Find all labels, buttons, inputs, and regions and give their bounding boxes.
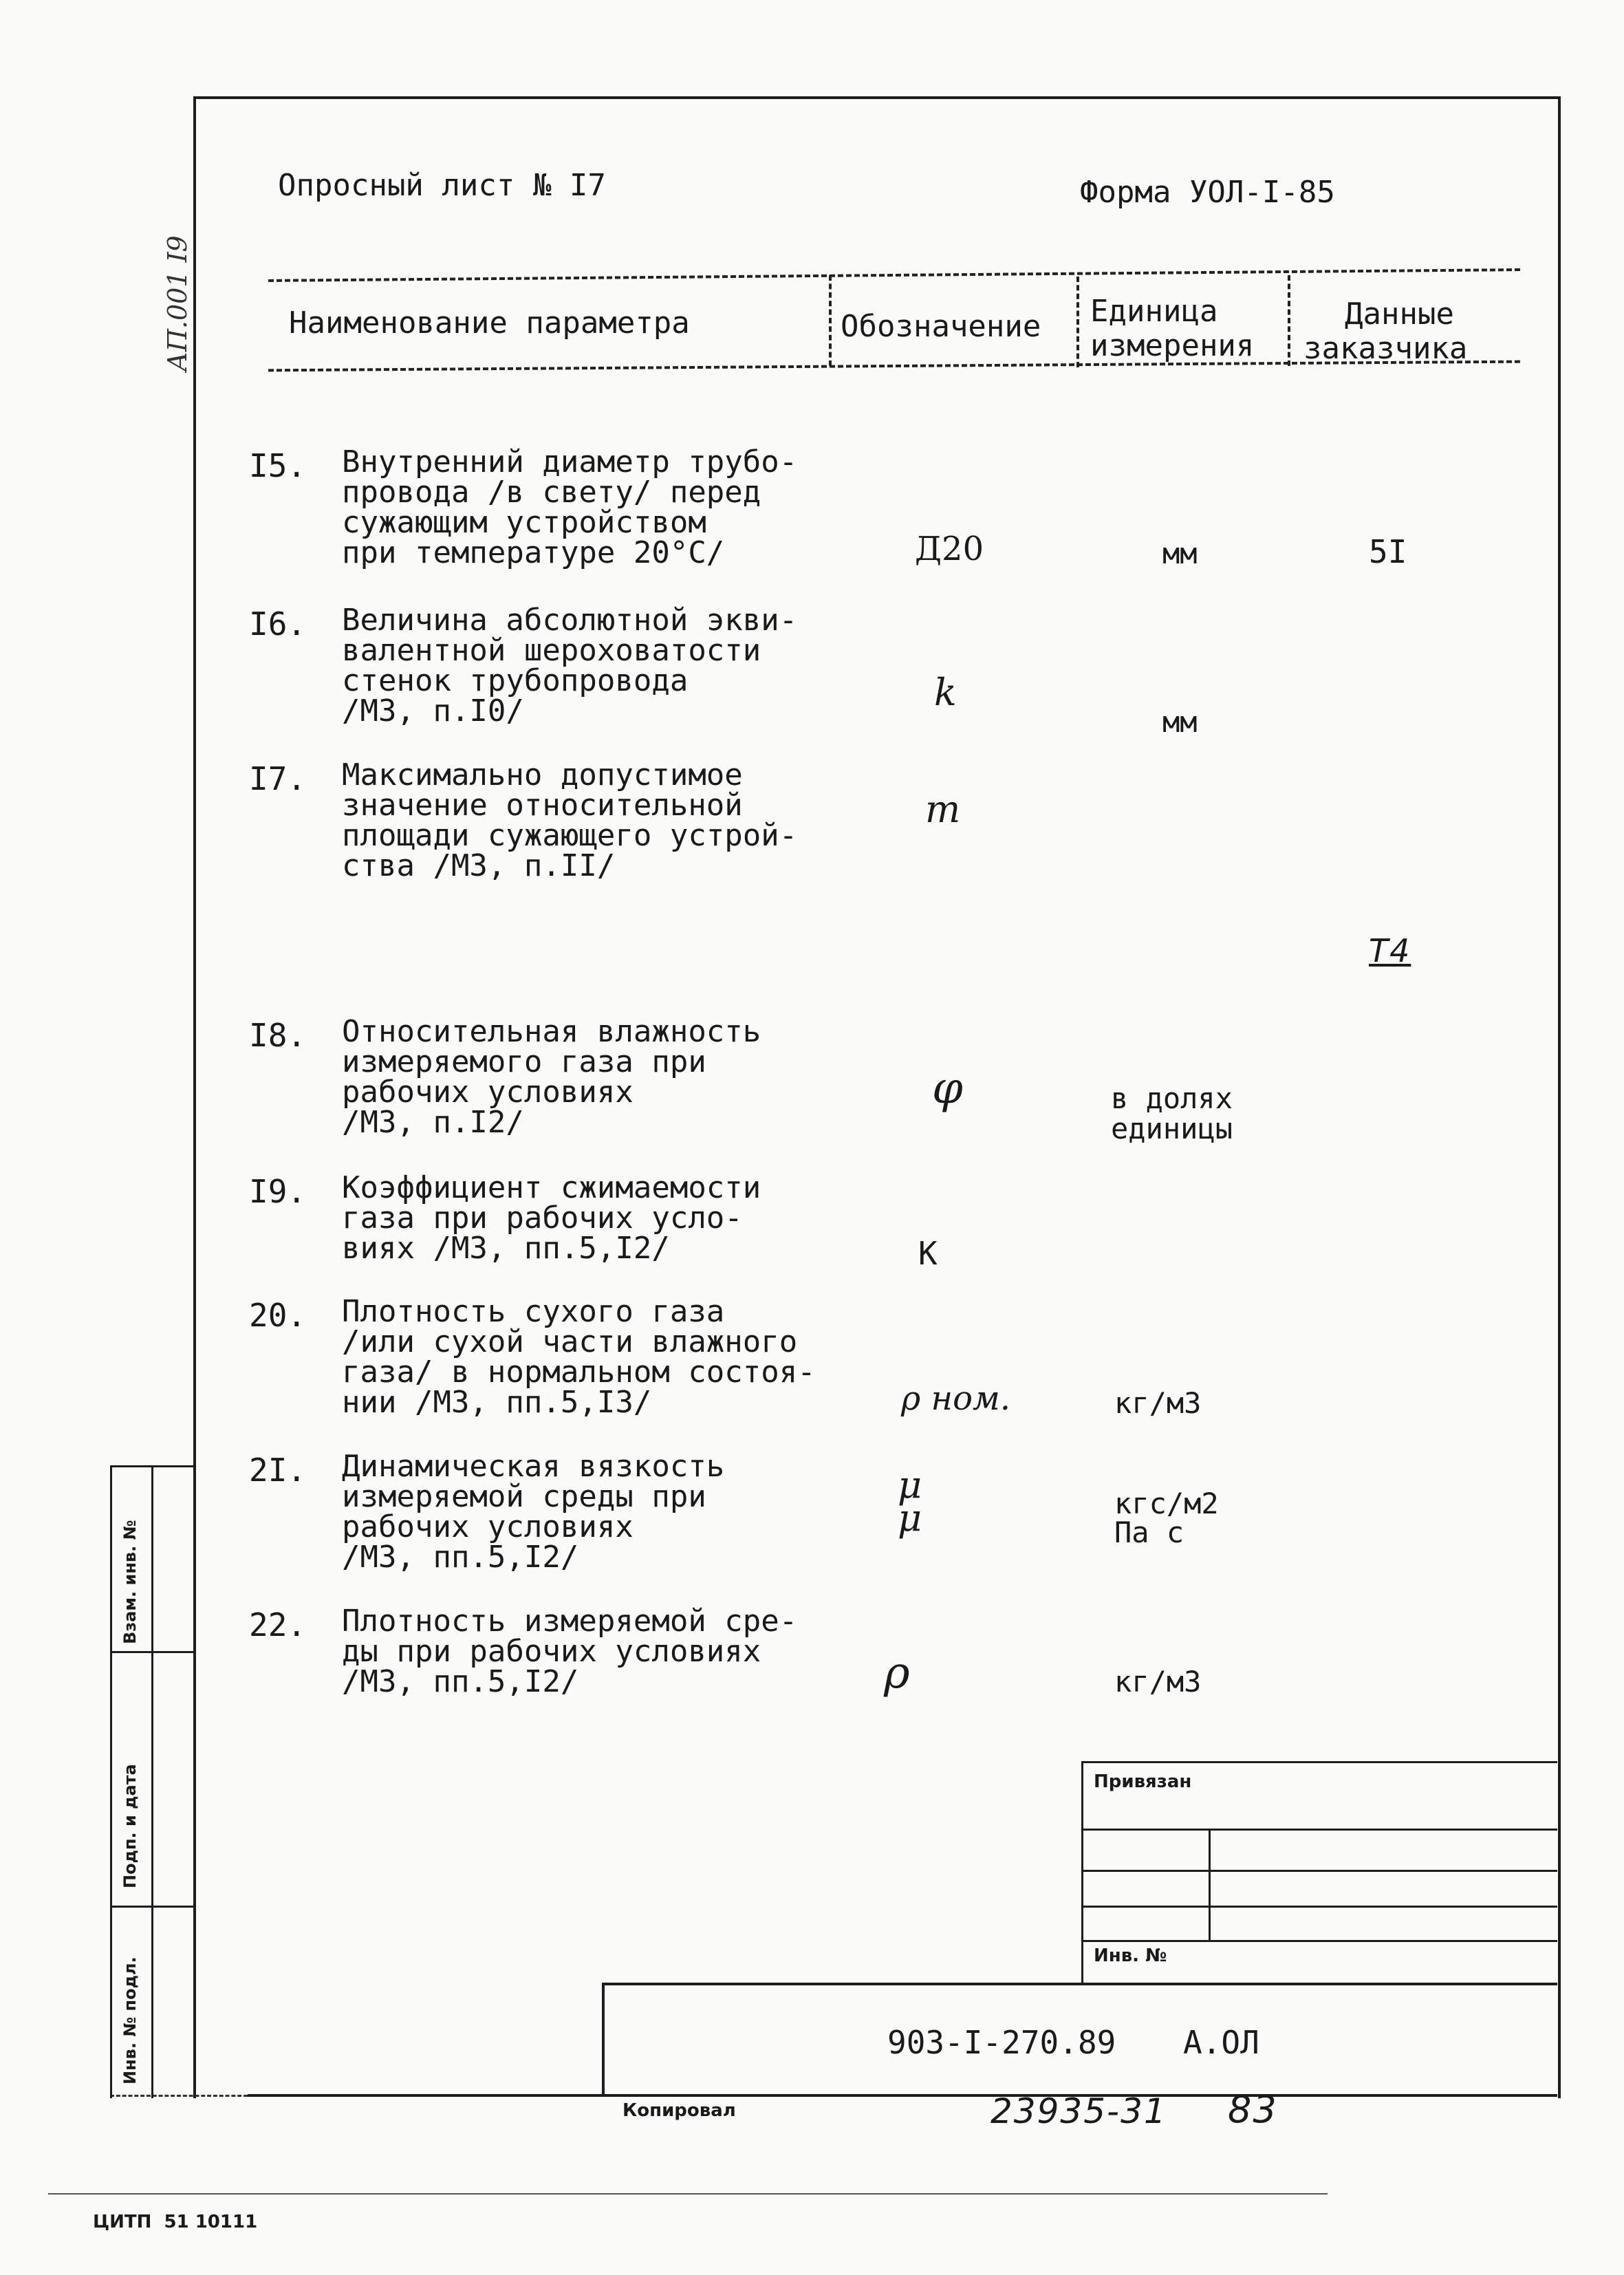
item-text-line: Плотность измеряемой сре- bbox=[342, 1604, 798, 1639]
unit-viscosity: кгс/м2 Па с bbox=[1114, 1487, 1219, 1549]
stamp-rule-4 bbox=[1081, 1940, 1557, 1942]
item-text-line: газа при рабочих усло- bbox=[342, 1200, 743, 1236]
stamp-inner-divider bbox=[1209, 1829, 1211, 1940]
item-text-line: измеряемой среды при bbox=[342, 1479, 706, 1514]
item-number: I9. bbox=[249, 1173, 307, 1210]
side-stamp-top-rule bbox=[110, 1465, 195, 1467]
bottom-rule-left bbox=[110, 2095, 248, 2097]
stamp-inv-label: Инв. № bbox=[1094, 1945, 1167, 1966]
footer-print-code: ЦИТП 51 10111 bbox=[93, 2212, 258, 2232]
side-stamp-left-rule bbox=[110, 1465, 112, 2098]
side-stamp-inv: Инв. № подл. bbox=[120, 1956, 140, 2084]
side-stamp-mid-rule bbox=[151, 1465, 153, 2098]
item-number: I7. bbox=[249, 760, 307, 797]
item-text-line: Величина абсолютной экви- bbox=[342, 603, 798, 638]
item-text-line: рабочих условиях bbox=[342, 1509, 634, 1544]
col-header-param: Наименование параметра bbox=[289, 305, 690, 341]
symbol-rho: ρ bbox=[884, 1648, 910, 1699]
item-text-line: Коэффициент сжимаемости bbox=[342, 1170, 761, 1205]
item-text-line: /М3, пп.5,I2/ bbox=[342, 1540, 579, 1575]
side-stamp-vzam: Взам. инв. № bbox=[120, 1520, 140, 1644]
stamp-rule-2 bbox=[1081, 1870, 1557, 1872]
col-header-data-1: Данные bbox=[1345, 296, 1454, 332]
col-divider-1 bbox=[829, 275, 832, 366]
stamp-top-rule bbox=[1081, 1761, 1557, 1763]
symbol-phi: φ bbox=[932, 1063, 963, 1114]
unit-mm: мм bbox=[1162, 537, 1198, 570]
stamp-rule-3 bbox=[1081, 1906, 1557, 1908]
symbol-k: k bbox=[934, 671, 957, 714]
item-text-line: при температуре 20°C/ bbox=[342, 535, 725, 570]
side-stamp-podp: Подп. и дата bbox=[120, 1764, 140, 1888]
item-text-line: площади сужающего устрой- bbox=[342, 818, 798, 853]
unit-kg-m3: кг/м3 bbox=[1114, 1665, 1202, 1699]
item-text-line: Относительная влажность bbox=[342, 1014, 761, 1049]
bottom-rule bbox=[248, 2094, 1557, 2097]
item-text-line: /М3, п.I0/ bbox=[342, 693, 524, 729]
item-number: I8. bbox=[249, 1017, 307, 1054]
col-header-data-2: заказчика bbox=[1303, 331, 1468, 366]
doc-code: 903-I-270.89 bbox=[887, 2024, 1116, 2061]
item-text-line: сужающим устройством bbox=[342, 505, 706, 540]
item-number: I5. bbox=[249, 447, 307, 484]
symbol-K: К bbox=[918, 1235, 938, 1272]
item-text-line: Внутренний диаметр трубо- bbox=[342, 444, 798, 479]
item-text-line: ды при рабочих условиях bbox=[342, 1634, 761, 1669]
item-text-line: Динамическая вязкость bbox=[342, 1449, 725, 1484]
col-header-unit-1: Единица bbox=[1090, 294, 1218, 329]
item-text-line: /М3, пп.5,I2/ bbox=[342, 1664, 579, 1699]
copied-label: Копировал bbox=[622, 2100, 736, 2121]
col-header-unit-2: измерения bbox=[1090, 328, 1255, 363]
col-divider-3 bbox=[1288, 275, 1290, 366]
item-text-line: /М3, п.I2/ bbox=[342, 1105, 524, 1140]
item-text-line: провода /в свету/ перед bbox=[342, 475, 761, 510]
unit-kg-m3: кг/м3 bbox=[1114, 1386, 1202, 1420]
symbol-rho-nom: ρ ном. bbox=[901, 1379, 1011, 1418]
col-header-designation: Обозначение bbox=[841, 309, 1041, 344]
title-block-top-rule bbox=[602, 1983, 1557, 1985]
side-stamp-rule-2 bbox=[110, 1906, 195, 1908]
item-text-line: нии /М3, пп.5,I3/ bbox=[342, 1385, 652, 1420]
symbol-m: m bbox=[925, 788, 961, 831]
symbol-mu: μ μ bbox=[898, 1463, 922, 1540]
item-text-line: виях /М3, пп.5,I2/ bbox=[342, 1231, 670, 1266]
title-block-left-rule bbox=[602, 1983, 605, 2096]
side-code: АП.001 I9 bbox=[162, 235, 193, 371]
page-number: 83 bbox=[1228, 2088, 1278, 2131]
item-number: 2I. bbox=[249, 1452, 307, 1489]
stamp-left-rule bbox=[1081, 1761, 1083, 1985]
item-number: I6. bbox=[249, 605, 307, 643]
sheet-code: А.ОЛ bbox=[1183, 2024, 1259, 2061]
col-divider-2 bbox=[1076, 277, 1079, 367]
item-text-line: значение относительной bbox=[342, 788, 743, 823]
unit-fraction: в долях единицы bbox=[1111, 1081, 1233, 1145]
footer-rule bbox=[48, 2193, 1328, 2195]
item-number: 20. bbox=[249, 1297, 307, 1334]
symbol-d20: Д20 bbox=[915, 530, 984, 568]
form-code: Форма УОЛ-I-85 bbox=[1080, 175, 1335, 210]
stamp-attached-label: Привязан bbox=[1094, 1771, 1192, 1792]
item-text-line: стенок трубопровода bbox=[342, 663, 689, 698]
side-stamp-rule-1 bbox=[110, 1651, 195, 1653]
item-text-line: измеряемого газа при bbox=[342, 1044, 706, 1079]
item-text-line: ства /М3, п.II/ bbox=[342, 848, 616, 883]
item-text-line: Плотность сухого газа bbox=[342, 1294, 725, 1329]
page-mark: T4 bbox=[1369, 932, 1411, 969]
unit-mm: мм bbox=[1162, 705, 1198, 739]
stamp-rule-1 bbox=[1081, 1829, 1557, 1831]
item-text-line: Максимально допустимое bbox=[342, 757, 743, 793]
item-number: 22. bbox=[249, 1606, 307, 1643]
item-text-line: рабочих условиях bbox=[342, 1075, 634, 1110]
reg-number: 23935-31 bbox=[990, 2091, 1167, 2131]
value-51: 5I bbox=[1369, 533, 1407, 570]
sheet-title: Опросный лист № I7 bbox=[278, 168, 606, 203]
item-text-line: валентной шероховатости bbox=[342, 633, 761, 668]
item-text-line: /или сухой части влажного bbox=[342, 1324, 798, 1359]
item-text-line: газа/ в нормальном состоя- bbox=[342, 1355, 816, 1390]
